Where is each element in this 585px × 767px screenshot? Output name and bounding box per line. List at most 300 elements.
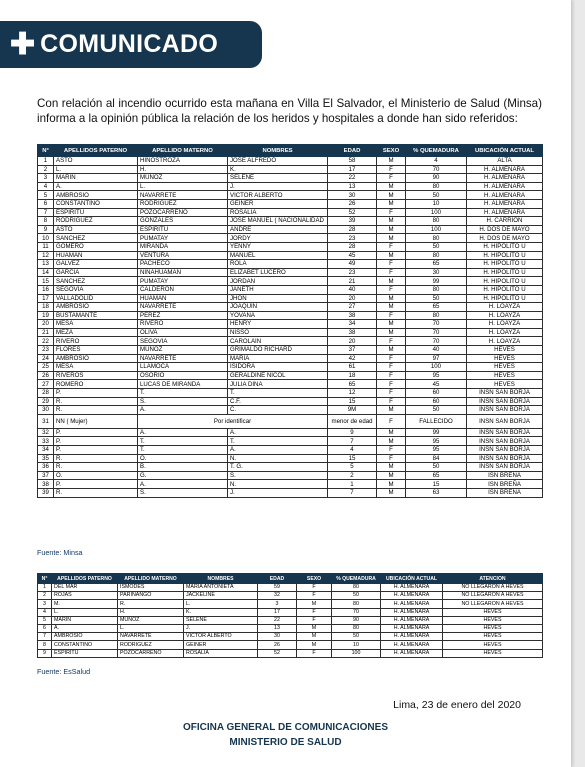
table-cell: 8 — [38, 217, 54, 226]
table-cell: F — [377, 446, 406, 455]
table-cell: 34 — [328, 320, 377, 329]
table-row — [38, 488, 543, 497]
table-cell: 70 — [406, 337, 467, 346]
table-cell: ROJAS — [52, 592, 118, 600]
table-cell: F — [297, 584, 332, 592]
table-cell: F — [377, 174, 406, 183]
table-cell: 34 — [38, 446, 54, 455]
table-cell: M — [377, 328, 406, 337]
table-cell: 20 — [328, 294, 377, 303]
table-cell: F — [377, 268, 406, 277]
table-row — [38, 414, 543, 428]
table-cell: P. — [54, 389, 138, 398]
table-cell: 52 — [328, 208, 377, 217]
table-row — [38, 624, 543, 632]
table-cell: MARIA — [228, 354, 328, 363]
table-cell: RODRIGUEZ — [54, 217, 138, 226]
table-cell: CONSTANTINO — [52, 641, 118, 649]
table-row — [38, 633, 543, 641]
table-cell: ISN BREÑA — [467, 471, 543, 480]
table-cell: 26 — [258, 641, 297, 649]
table-cell: 25 — [38, 363, 54, 372]
table-cell: CONSTANTINO — [54, 199, 138, 208]
table-cell: H. ALMENARA — [381, 641, 443, 649]
column-header: EDAD — [258, 574, 297, 584]
table-cell: F — [377, 165, 406, 174]
table-header-row — [38, 145, 543, 157]
table-cell: NISSO — [228, 328, 328, 337]
table-cell: 7 — [328, 437, 377, 446]
table-cell: 1 — [38, 584, 52, 592]
table-cell: H. ALMENARA — [381, 633, 443, 641]
table-cell: ISMODES — [118, 584, 184, 592]
table-cell: 95 — [406, 446, 467, 455]
table-cell: SEGOVIA — [138, 337, 228, 346]
table-cell: T. G. — [228, 463, 328, 472]
table-row — [38, 600, 543, 608]
table-cell: ISN BREÑA — [467, 480, 543, 489]
table-cell: 11 — [38, 242, 54, 251]
table-cell: F — [377, 371, 406, 380]
table-cell: J. — [228, 182, 328, 191]
table-cell: 10 — [332, 641, 381, 649]
table-cell: NN ( Mujer) — [54, 414, 138, 428]
table-cell: H. ALMENARA — [467, 199, 543, 208]
table-cell: O. — [138, 454, 228, 463]
table-cell: 32 — [258, 592, 297, 600]
table-cell: H. LOAYZA — [467, 328, 543, 337]
table-cell: 12 — [328, 389, 377, 398]
table-row — [38, 311, 543, 320]
table-cell: J. — [228, 488, 328, 497]
table-cell: T. — [138, 446, 228, 455]
table-row — [38, 371, 543, 380]
table-cell: 30 — [406, 268, 467, 277]
table-cell: F — [377, 454, 406, 463]
table-row — [38, 199, 543, 208]
table-cell: PEREZ — [138, 311, 228, 320]
table-cell: 17 — [258, 608, 297, 616]
table-cell: INSN SAN BORJA — [467, 389, 543, 398]
table-cell: M — [377, 277, 406, 286]
table-cell: 70 — [406, 320, 467, 329]
table-cell: M — [297, 600, 332, 608]
table-cell: CAROLAIN — [228, 337, 328, 346]
table-cell: A. — [228, 428, 328, 437]
table-cell: SANCHEZ — [54, 234, 138, 243]
table-cell: A. — [138, 428, 228, 437]
table-cell: 22 — [328, 174, 377, 183]
table-cell: M — [377, 303, 406, 312]
table-cell: 5 — [38, 616, 52, 624]
table-cell: 38 — [328, 311, 377, 320]
table-cell: H. ALMENARA — [467, 182, 543, 191]
table-cell: 23 — [38, 346, 54, 355]
table-cell: A. — [138, 480, 228, 489]
table-cell: H. HIPOLITO U — [467, 260, 543, 269]
table-cell: 50 — [406, 242, 467, 251]
table-cell: 39 — [328, 217, 377, 226]
table-cell: 90 — [406, 174, 467, 183]
table-cell: HEVES — [467, 354, 543, 363]
table-row — [38, 471, 543, 480]
table-cell: 3 — [258, 600, 297, 608]
table-row — [38, 251, 543, 260]
table-cell: F — [377, 285, 406, 294]
table-cell: T. — [138, 389, 228, 398]
table-cell: 100 — [332, 649, 381, 657]
table-cell: 3 — [38, 600, 52, 608]
column-header: NOMBRES — [184, 574, 258, 584]
column-header: APELLIDOS PATERNO — [54, 145, 138, 157]
table-cell: 58 — [328, 157, 377, 166]
table-cell: 21 — [328, 277, 377, 286]
table-cell: F — [377, 260, 406, 269]
table-cell: PARINANGO — [118, 592, 184, 600]
table-cell: 49 — [328, 260, 377, 269]
table-cell: 61 — [328, 363, 377, 372]
table-cell: 27 — [328, 303, 377, 312]
table-cell: 23 — [328, 268, 377, 277]
table-cell: P. — [54, 437, 138, 446]
table-cell: MARIN — [52, 616, 118, 624]
table-cell: GARCIA — [54, 268, 138, 277]
table-cell: F — [377, 380, 406, 389]
table-cell: 18 — [38, 303, 54, 312]
table-cell: H. ALMENARA — [467, 174, 543, 183]
table-cell: JACKELINE — [184, 592, 258, 600]
table-cell: 100 — [406, 225, 467, 234]
table-cell: F — [297, 649, 332, 657]
table-cell: H. DOS DE MAYO — [467, 234, 543, 243]
table-row — [38, 234, 543, 243]
table-row — [38, 328, 543, 337]
table-row — [38, 268, 543, 277]
table-row — [38, 277, 543, 286]
table-row — [38, 285, 543, 294]
table-cell: O. — [54, 471, 138, 480]
table-row — [38, 260, 543, 269]
ministry-name: MINISTERIO DE SALUD — [229, 737, 342, 748]
source-essalud: Fuente: EsSalud — [37, 667, 91, 676]
table-cell: 7 — [328, 488, 377, 497]
table-cell: H. — [118, 608, 184, 616]
table-cell: 17 — [328, 165, 377, 174]
table-cell: ISN BREÑA — [467, 488, 543, 497]
table-cell: 19 — [38, 311, 54, 320]
header-title: COMUNICADO — [40, 30, 219, 58]
table-cell: 28 — [328, 242, 377, 251]
table-cell: 65 — [406, 471, 467, 480]
table-cell: 15 — [328, 454, 377, 463]
table-cell: H. HIPOLITO U — [467, 268, 543, 277]
table-cell: H. HIPOLITO U — [467, 285, 543, 294]
table-row — [38, 303, 543, 312]
table-cell: GOMERO — [54, 242, 138, 251]
table-cell: ISIDORA — [228, 363, 328, 372]
table-cell: K. — [184, 608, 258, 616]
table-cell: 15 — [406, 480, 467, 489]
table-row — [38, 480, 543, 489]
table-cell: HEVES — [443, 624, 543, 632]
table-cell: YOVANA — [228, 311, 328, 320]
table-cell: NO LLEGARON A HEVES — [443, 600, 543, 608]
table-cell: 13 — [258, 624, 297, 632]
table-cell: 95 — [406, 371, 467, 380]
table-cell: P. — [54, 480, 138, 489]
table-cell: 37 — [328, 346, 377, 355]
table-cell: 36 — [38, 463, 54, 472]
table-row — [38, 649, 543, 657]
table-cell: 23 — [328, 234, 377, 243]
column-header: UBICACIÓN ACTUAL — [381, 574, 443, 584]
table-row — [38, 389, 543, 398]
column-header: % QUEMADURA — [406, 145, 467, 157]
table-cell: ROLA — [228, 260, 328, 269]
table-cell: HEVES — [443, 633, 543, 641]
table-cell: HINOSTROZA — [138, 157, 228, 166]
table-cell: C.F. — [228, 397, 328, 406]
table-cell: S. — [228, 471, 328, 480]
table-cell: menor de edad — [328, 414, 377, 428]
table-cell: F — [377, 414, 406, 428]
table-cell: 50 — [406, 463, 467, 472]
table-cell: VICTOR ALBERTO — [184, 633, 258, 641]
table-cell: 26 — [38, 371, 54, 380]
source-minsa: Fuente: Minsa — [37, 548, 83, 557]
table-cell: 30 — [328, 191, 377, 200]
table-cell: MESA — [54, 363, 138, 372]
table-cell: 50 — [406, 191, 467, 200]
table-cell: K. — [228, 165, 328, 174]
table-cell: F — [377, 397, 406, 406]
table-cell: 52 — [258, 649, 297, 657]
table-cell: 15 — [38, 277, 54, 286]
table-cell: 80 — [406, 285, 467, 294]
table-cell: VICTOR ALBERTO — [228, 191, 328, 200]
table-cell: M — [377, 234, 406, 243]
table-cell: JULIA DINA — [228, 380, 328, 389]
table-cell: ESPIRITU — [52, 649, 118, 657]
table-cell: 5 — [328, 463, 377, 472]
table-row — [38, 437, 543, 446]
table-cell: R. — [54, 397, 138, 406]
table-cell: L. — [52, 608, 118, 616]
table-cell: 28 — [38, 389, 54, 398]
table-cell: 63 — [406, 488, 467, 497]
table-cell: POZOCARREÑO — [118, 649, 184, 657]
table-cell: 50 — [406, 294, 467, 303]
table-cell: M — [297, 633, 332, 641]
table-cell: OLIVA — [138, 328, 228, 337]
table-cell: 42 — [328, 354, 377, 363]
table-cell: 99 — [406, 428, 467, 437]
table-cell: 9M — [328, 406, 377, 415]
table-cell: SEGOVIA — [54, 285, 138, 294]
table-cell: MEZA — [54, 328, 138, 337]
column-header: EDAD — [328, 145, 377, 157]
table-cell: H. HIPOLITO U — [467, 251, 543, 260]
table-row — [38, 165, 543, 174]
table-row — [38, 463, 543, 472]
table-cell: 70 — [406, 328, 467, 337]
table-cell: MUÑOZ — [138, 346, 228, 355]
table-row — [38, 454, 543, 463]
table-cell: 40 — [328, 285, 377, 294]
table-cell: 1 — [328, 480, 377, 489]
table-cell: HEVES — [467, 371, 543, 380]
table-cell: AMBROSIO — [54, 354, 138, 363]
table-cell: ELIZABET LUCERO — [228, 268, 328, 277]
table-cell: NAVARRETE — [118, 633, 184, 641]
table-row — [38, 157, 543, 166]
table-cell: 80 — [406, 234, 467, 243]
table-cell: 95 — [406, 437, 467, 446]
table-cell: 8 — [38, 641, 52, 649]
table-cell: F — [377, 242, 406, 251]
table-cell: 13 — [38, 260, 54, 269]
table-cell: 70 — [406, 165, 467, 174]
column-header: SEXO — [377, 145, 406, 157]
table-cell: F — [377, 337, 406, 346]
table-cell: 26 — [328, 199, 377, 208]
table-row — [38, 191, 543, 200]
table-cell: MESA — [54, 320, 138, 329]
table-cell: 80 — [406, 251, 467, 260]
table-cell: 45 — [328, 251, 377, 260]
table-cell: R. — [54, 488, 138, 497]
table-cell: 3 — [38, 174, 54, 183]
table-cell: MIRANDA — [138, 242, 228, 251]
table-cell: 4 — [38, 608, 52, 616]
intro-paragraph: Con relación al incendio ocurrido esta mañana en Villa El Salvador, el Ministerio de Salud (Minsa) informa a la opinión pública la relación de los heridos y hospitales a donde han sido referidos: — [37, 97, 542, 125]
table-cell: P. — [54, 428, 138, 437]
table-cell: NO LLEGARON A HEVES — [443, 592, 543, 600]
table-cell: H. DOS DE MAYO — [467, 225, 543, 234]
table-cell: N. — [228, 480, 328, 489]
table-cell: H. HIPOLITO U — [467, 277, 543, 286]
table-cell: 14 — [38, 268, 54, 277]
table-cell: H. ALMENARA — [467, 208, 543, 217]
table-cell: H. LOAYZA — [467, 311, 543, 320]
table-cell: VENTURA — [138, 251, 228, 260]
table-row — [38, 337, 543, 346]
table-cell: 28 — [328, 225, 377, 234]
table-cell: JORDY — [228, 234, 328, 243]
table-cell: 24 — [38, 354, 54, 363]
table-cell: H. ALMENARA — [381, 624, 443, 632]
column-header: APELLIDO MATERNO — [138, 145, 228, 157]
table-cell: H. ALMENARA — [381, 600, 443, 608]
table-cell: M — [377, 428, 406, 437]
table-cell: 5 — [38, 191, 54, 200]
table-cell: M — [377, 199, 406, 208]
table-cell: 80 — [406, 182, 467, 191]
table-cell: M — [377, 225, 406, 234]
table-cell: M — [377, 480, 406, 489]
table-cell: SANCHEZ — [54, 277, 138, 286]
table-row — [38, 406, 543, 415]
table-cell: A. — [52, 624, 118, 632]
table-cell: F — [377, 208, 406, 217]
table-cell: FLORES — [54, 346, 138, 355]
table-cell: 97 — [406, 354, 467, 363]
table-cell: 13 — [328, 182, 377, 191]
table-cell: L. — [54, 165, 138, 174]
table-cell: H. ALMENARA — [467, 165, 543, 174]
table-cell: 12 — [38, 251, 54, 260]
table-cell: 20 — [328, 337, 377, 346]
table-cell: 99 — [406, 277, 467, 286]
table-cell: 16 — [38, 285, 54, 294]
table-cell: 31 — [38, 414, 54, 428]
table-row — [38, 446, 543, 455]
table-cell: 10 — [406, 199, 467, 208]
table-cell: HENRY — [228, 320, 328, 329]
table-cell: H. ALMENARA — [381, 608, 443, 616]
table-cell: M — [377, 406, 406, 415]
table-row — [38, 346, 543, 355]
table-cell: L. — [138, 182, 228, 191]
table-cell: HEVES — [443, 616, 543, 624]
table-cell: F — [297, 608, 332, 616]
table-cell: H. HIPOLITO U — [467, 242, 543, 251]
table-cell: 21 — [38, 328, 54, 337]
table-cell: H. ALMENARA — [467, 191, 543, 200]
table-cell: P. — [54, 446, 138, 455]
table-cell: C. — [228, 406, 328, 415]
table-cell: N. — [228, 454, 328, 463]
table-cell: 4 — [38, 182, 54, 191]
table-cell: A. — [138, 406, 228, 415]
table-cell: 6 — [38, 624, 52, 632]
table-cell: SELENE — [228, 174, 328, 183]
table-cell: L. — [184, 600, 258, 608]
table-cell: INSN SAN BORJA — [467, 454, 543, 463]
column-header: SEXO — [297, 574, 332, 584]
table-cell: JORDAN — [228, 277, 328, 286]
table-cell: F — [377, 311, 406, 320]
column-header: UBICACIÓN ACTUAL — [467, 145, 543, 157]
table-row — [38, 225, 543, 234]
table-cell: 37 — [38, 471, 54, 480]
table-cell: S. — [138, 397, 228, 406]
table-cell: 4 — [406, 157, 467, 166]
table-cell: 40 — [406, 346, 467, 355]
table-cell: M — [377, 437, 406, 446]
table-cell: HUAMAN — [138, 294, 228, 303]
table-cell: HEVES — [467, 380, 543, 389]
table-cell: 27 — [38, 380, 54, 389]
table-cell: Por identificar — [138, 414, 328, 428]
table-cell: 22 — [38, 337, 54, 346]
table-cell: INSN SAN BORJA — [467, 414, 543, 428]
table-cell: RIVEROS — [54, 371, 138, 380]
table-cell: ASTO — [54, 157, 138, 166]
table-cell: F — [377, 354, 406, 363]
table-cell: GEINER — [228, 199, 328, 208]
table-cell: 50 — [332, 592, 381, 600]
table-cell: 9 — [38, 649, 52, 657]
table-cell: S. — [138, 488, 228, 497]
table-cell: 2 — [38, 592, 52, 600]
table-cell: GEINER — [184, 641, 258, 649]
table-cell: FALLECIDO — [406, 414, 467, 428]
table-cell: H. CARRION — [467, 217, 543, 226]
table-cell: F — [377, 389, 406, 398]
table-cell: GONZALES — [138, 217, 228, 226]
table-cell: ALTA — [467, 157, 543, 166]
